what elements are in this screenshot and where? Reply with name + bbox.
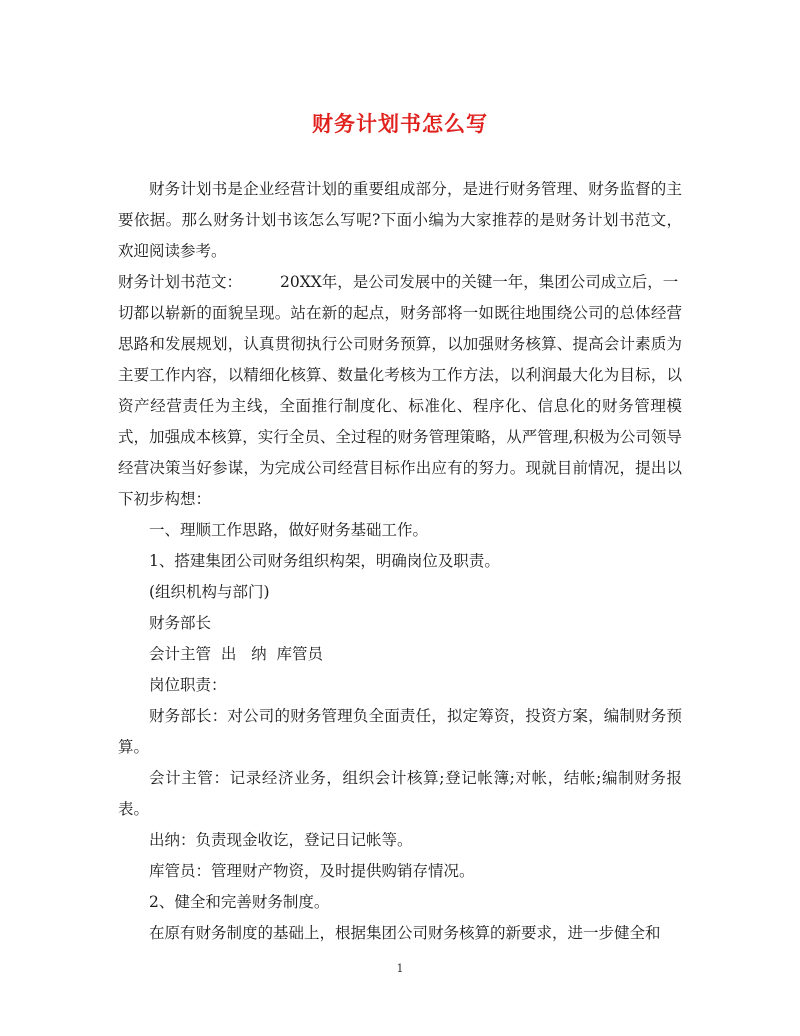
intro-paragraph: 财务计划书是企业经营计划的重要组成部分，是进行财务管理、财务监督的主要依据。那么财务计划书该怎么写呢?下面小编为大家推荐的是财务计划书范文，欢迎阅读参考。 [118,180,682,260]
document-body [118,174,682,949]
org-chart-second-level: 会计主管 出 纳 库管员 [149,645,323,663]
sample-label: 财务计划书范文： [118,273,243,291]
item-heading-1: 1、搭建集团公司财务组织构架，明确岗位及职责。 [149,552,500,570]
org-chart-note: (组织机构与部门) [149,583,270,601]
org-chart-top: 财务部长 [149,614,212,632]
duty-warehouse-keeper: 库管员：管理财产物资，及时提供购销存情况。 [149,862,475,880]
document-title: 财务计划书怎么写 [312,111,488,136]
sample-first-line [118,267,682,298]
page-number: 1 [396,962,404,975]
duties-heading: 岗位职责： [149,676,227,694]
sample-body-paragraph: 切都以崭新的面貌呈现。站在新的起点，财务部将一如既往地围绕公司的总体经营思路和发展规划，认真贯彻执行公司财务预算，以加强财务核算、提高会计素质为主要工作内容，以精细化核算、数量化考核为工作方法，以利润最大化为目标，以资产经营责任为主线，全面推行制度化、标准化、程序化、信息化的财务管理模式，加强成本核算，实行全员、全过程的财务管理策略，从严管理,积极为公司领导经营决策当好参谋，为完成公司经营目标作出应有的努力。现就目前情况，提出以下初步构想： [118,304,682,508]
sample-first-line-text: 20XX年，是公司发展中的关键一年，集团公司成立后，一 [280,273,679,291]
duty-accounting-supervisor: 会计主管：记录经济业务，组织会计核算;登记帐簿;对帐，结帐;编制财务报表。 [118,769,682,818]
last-visible-line: 在原有财务制度的基础上，根据集团公司财务核算的新要求，进一步健全和 [149,924,661,942]
duty-director: 财务部长：对公司的财务管理负全面责任，拟定筹资，投资方案，编制财务预算。 [118,707,682,756]
section-heading-1: 一、理顺工作思路，做好财务基础工作。 [149,521,429,539]
duty-cashier: 出纳：负责现金收讫，登记日记帐等。 [149,831,413,849]
item-heading-2: 2、健全和完善财务制度。 [149,893,330,911]
